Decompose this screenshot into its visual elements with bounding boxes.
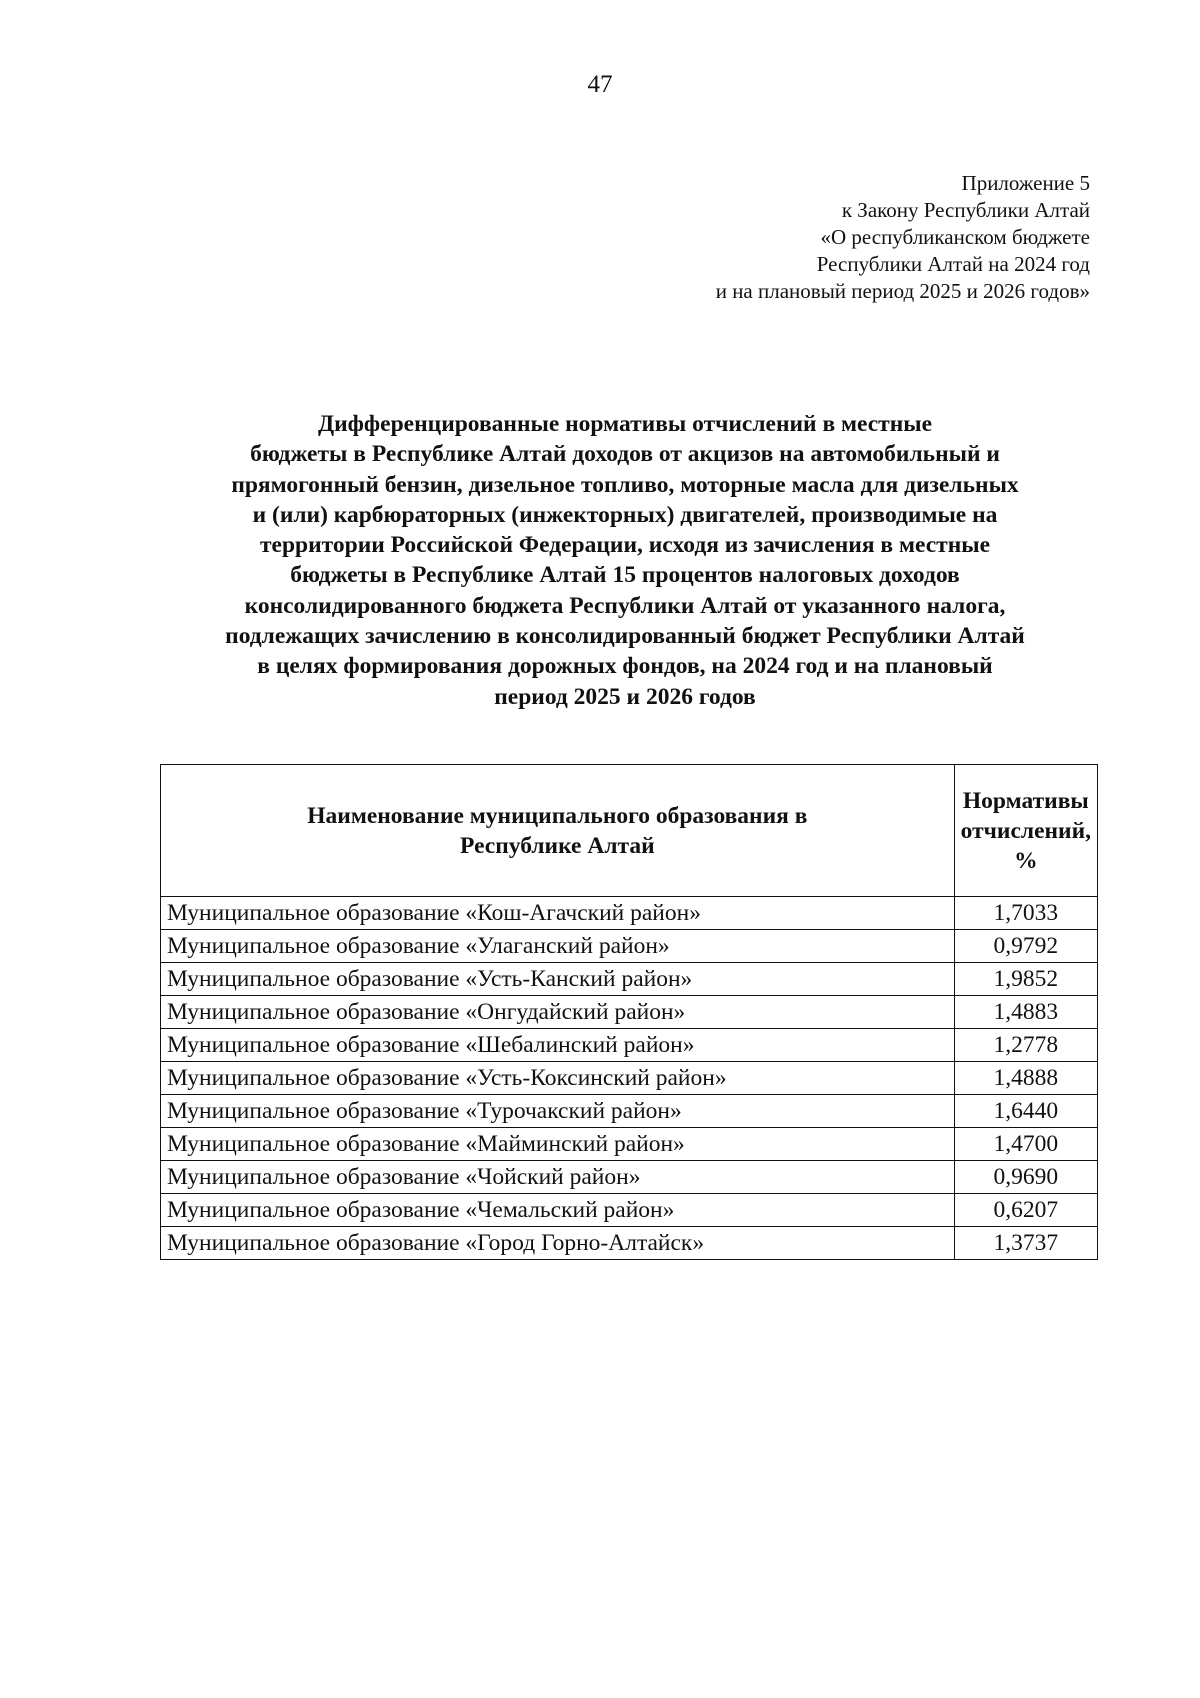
norm-value: 1,4883 — [954, 996, 1097, 1029]
title-line: период 2025 и 2026 годов — [494, 683, 756, 710]
municipality-name: Муниципальное образование «Город Горно-Алтайск» — [161, 1227, 955, 1260]
title-line: подлежащих зачислению в консолидированный бюджет Республики Алтай — [225, 623, 1025, 650]
header-line: Нормативы — [962, 787, 1089, 814]
appendix-line: и на плановый период 2025 и 2026 годов» — [715, 279, 1090, 303]
page-number: 47 — [587, 71, 613, 98]
municipality-name: Муниципальное образование «Шебалинский район» — [161, 1029, 955, 1062]
municipality-name: Муниципальное образование «Чемальский район» — [161, 1194, 955, 1227]
title-line: и (или) карбюраторных (инжекторных) двигателей, производимые на — [252, 501, 998, 528]
header-line: Наименование муниципального образования в — [307, 802, 808, 829]
title-line: бюджеты в Республике Алтай 15 процентов налоговых доходов — [290, 562, 960, 589]
norm-value: 1,2778 — [954, 1029, 1097, 1062]
table-row — [161, 1227, 1098, 1260]
municipality-name: Муниципальное образование «Кош-Агачский район» — [161, 897, 955, 930]
title-line: в целях формирования дорожных фондов, на 2024 год и на плановый — [257, 653, 993, 680]
table-row — [161, 1128, 1098, 1161]
appendix-line: Приложение 5 — [961, 171, 1090, 195]
table-row — [161, 996, 1098, 1029]
norm-value: 1,6440 — [954, 1095, 1097, 1128]
table-row — [161, 1062, 1098, 1095]
norm-value: 0,6207 — [954, 1194, 1097, 1227]
table-row — [161, 930, 1098, 963]
table-row — [161, 1029, 1098, 1062]
municipality-name: Муниципальное образование «Усть-Коксинский район» — [161, 1062, 955, 1095]
norms-table — [160, 764, 1098, 1260]
title-line: Дифференцированные нормативы отчислений в местные — [317, 411, 933, 437]
municipality-name: Муниципальное образование «Улаганский район» — [161, 930, 955, 963]
table-header-row — [161, 765, 1098, 897]
table-row — [161, 897, 1098, 930]
appendix-line: «О республиканском бюджете — [820, 225, 1090, 249]
municipality-name: Муниципальное образование «Турочакский район» — [161, 1095, 955, 1128]
header-municipality-name — [161, 765, 955, 897]
document-title — [100, 409, 1150, 712]
norm-value: 0,9792 — [954, 930, 1097, 963]
appendix-line: к Закону Республики Алтай — [841, 198, 1090, 222]
norm-value: 1,3737 — [954, 1227, 1097, 1260]
title-line: бюджеты в Республике Алтай доходов от акцизов на автомобильный и — [250, 441, 1000, 468]
norm-value: 1,4888 — [954, 1062, 1097, 1095]
municipality-name: Муниципальное образование «Чойский район» — [161, 1161, 955, 1194]
norm-value: 1,4700 — [954, 1128, 1097, 1161]
municipality-name: Муниципальное образование «Онгудайский район» — [161, 996, 955, 1029]
municipality-name: Муниципальное образование «Усть-Канский район» — [161, 963, 955, 996]
title-line: прямогонный бензин, дизельное топливо, моторные масла для дизельных — [231, 471, 1019, 498]
header-line: отчислений, % — [960, 817, 1091, 874]
title-line: территории Российской Федерации, исходя из зачисления в местные — [259, 532, 991, 559]
appendix-line: Республики Алтай на 2024 год — [816, 252, 1090, 276]
norm-value: 1,7033 — [954, 897, 1097, 930]
norm-value: 1,9852 — [954, 963, 1097, 996]
table-row — [161, 963, 1098, 996]
table-row — [161, 1161, 1098, 1194]
table-row — [161, 1194, 1098, 1227]
norm-value: 0,9690 — [954, 1161, 1097, 1194]
appendix-reference — [716, 170, 1090, 305]
title-line: консолидированного бюджета Республики Алтай от указанного налога, — [244, 592, 1006, 619]
header-norm-percent — [954, 765, 1097, 897]
table-row — [161, 1095, 1098, 1128]
municipality-name: Муниципальное образование «Майминский район» — [161, 1128, 955, 1161]
header-line: Республике Алтай — [460, 832, 655, 859]
